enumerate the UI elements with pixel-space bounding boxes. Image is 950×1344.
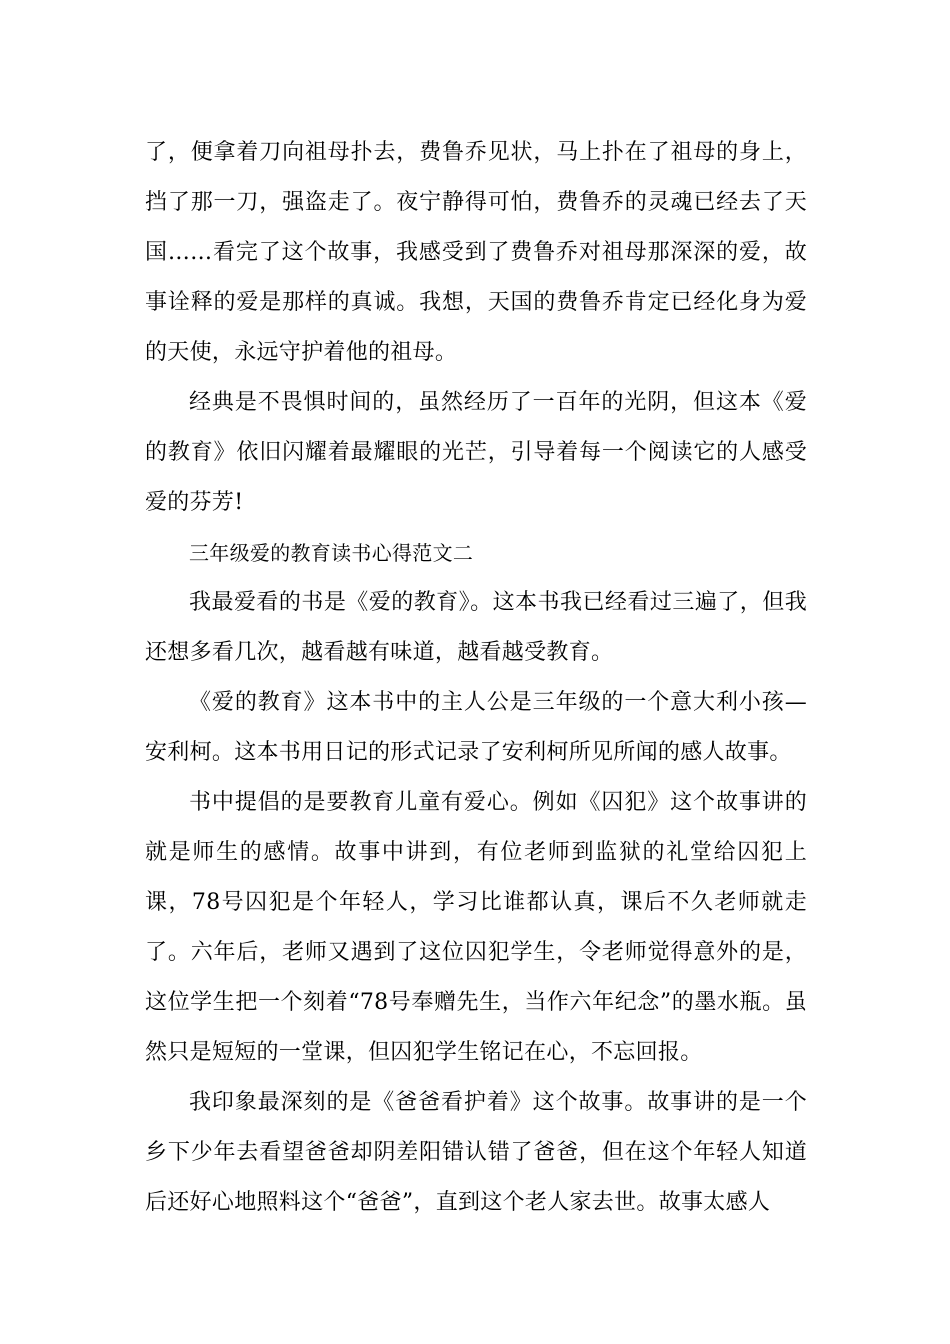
document-page bbox=[145, 128, 807, 1228]
section-heading: 三年级爱的教育读书心得范文二 bbox=[189, 541, 474, 565]
paragraph-4: 《爱的教育》这本书中的主人公是三年级的一个意大利小孩—安利柯。这本书用日记的形式记录了安利柯所见所闻的感人故事。 bbox=[145, 690, 807, 765]
paragraph-5: 书中提倡的是要教育儿童有爱心。例如《囚犯》这个故事讲的就是师生的感情。故事中讲到，有位老师到监狱的礼堂给囚犯上课，78号囚犯是个年轻人，学习比谁都认真，课后不久老师就走了。六年后，老师又遇到了这位囚犯学生，令老师觉得意外的是，这位学生把一个刻着“78号奉赠先生，当作六年纪念”的墨水瓶。虽然只是短短的一堂课，但囚犯学生铭记在心，不忘回报。 bbox=[145, 790, 807, 1065]
paragraph-2: 经典是不畏惧时间的，虽然经历了一百年的光阴，但这本《爱的教育》依旧闪耀着最耀眼的光芒，引导着每一个阅读它的人感受爱的芬芳! bbox=[145, 390, 807, 515]
paragraph-3: 我最爱看的书是《爱的教育》。这本书我已经看过三遍了，但我还想多看几次，越看越有味道，越看越受教育。 bbox=[145, 590, 807, 665]
paragraph-6: 我印象最深刻的是《爸爸看护着》这个故事。故事讲的是一个乡下少年去看望爸爸却阴差阳错认错了爸爸，但在这个年轻人知道后还好心地照料这个“爸爸”，直到这个老人家去世。故事太感人 bbox=[145, 1090, 807, 1215]
paragraph-1: 了，便拿着刀向祖母扑去，费鲁乔见状，马上扑在了祖母的身上，挡了那一刀，强盗走了。夜宁静得可怕，费鲁乔的灵魂已经去了天国……看完了这个故事，我感受到了费鲁乔对祖母那深深的爱，故事诠释的爱是那样的真诚。我想，天国的费鲁乔肯定已经化身为爱的天使，永远守护着他的祖母。 bbox=[145, 140, 807, 365]
